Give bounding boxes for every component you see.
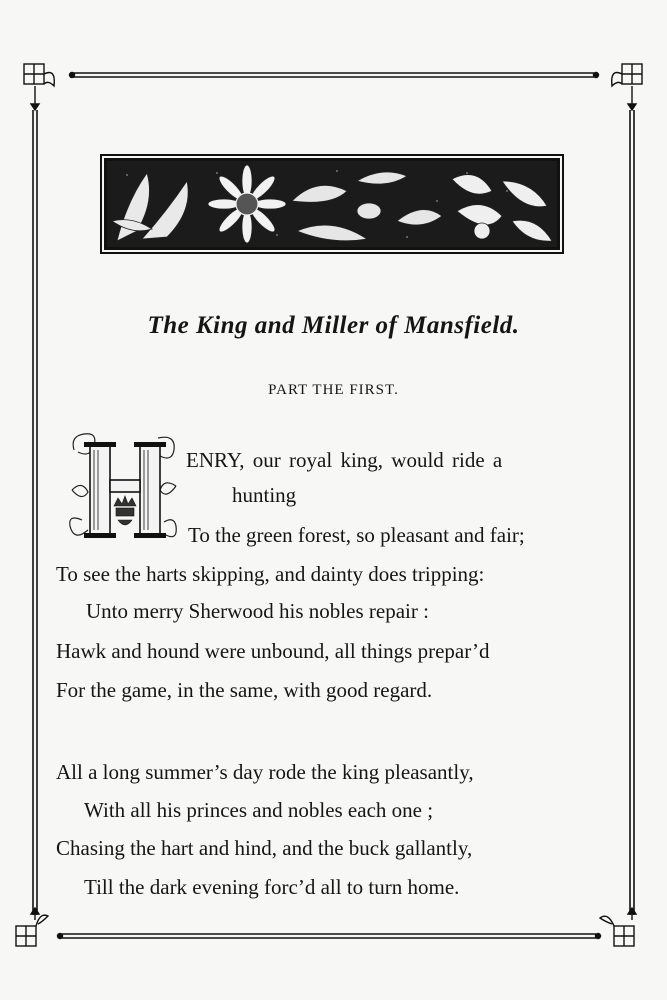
crown-ornament-icon	[114, 496, 136, 525]
floral-banner-engraving	[104, 158, 560, 250]
poem-title: The King and Miller of Mansfield.	[147, 312, 520, 339]
stanza2-line2: With all his princes and nobles each one ;	[84, 798, 434, 822]
stanza1-line2: hunting	[232, 483, 297, 507]
stanza1-line5: Unto merry Sherwood his nobles repair :	[86, 599, 429, 623]
stanza2-line3: Chasing the hart and hind, and the buck gallantly,	[56, 836, 473, 860]
stanza1-line4: To see the harts skipping, and dainty does tripping:	[56, 562, 485, 586]
corner-ornament-top-left-icon	[24, 64, 75, 110]
daisy-flower-icon	[208, 165, 286, 243]
corner-ornament-bottom-left-icon	[16, 908, 63, 946]
stanza2-line4: Till the dark evening forc’d all to turn home.	[84, 875, 460, 899]
stanza1-line3: To the green forest, so pleasant and fair;	[188, 523, 525, 547]
stanza1-line6: Hawk and hound were unbound, all things prepar’d	[56, 639, 490, 663]
corner-ornament-bottom-right-icon	[596, 908, 637, 946]
stanza2-line1: All a long summer’s day rode the king pleasantly,	[56, 760, 474, 784]
stanza1-line1: ENRY, our royal king, would ride a	[186, 448, 503, 472]
corner-ornament-top-right-icon	[594, 64, 643, 110]
part-heading: PART THE FIRST.	[268, 382, 399, 398]
stanza1-line7: For the game, in the same, with good regard.	[56, 678, 433, 702]
illuminated-drop-cap-h	[68, 430, 180, 546]
